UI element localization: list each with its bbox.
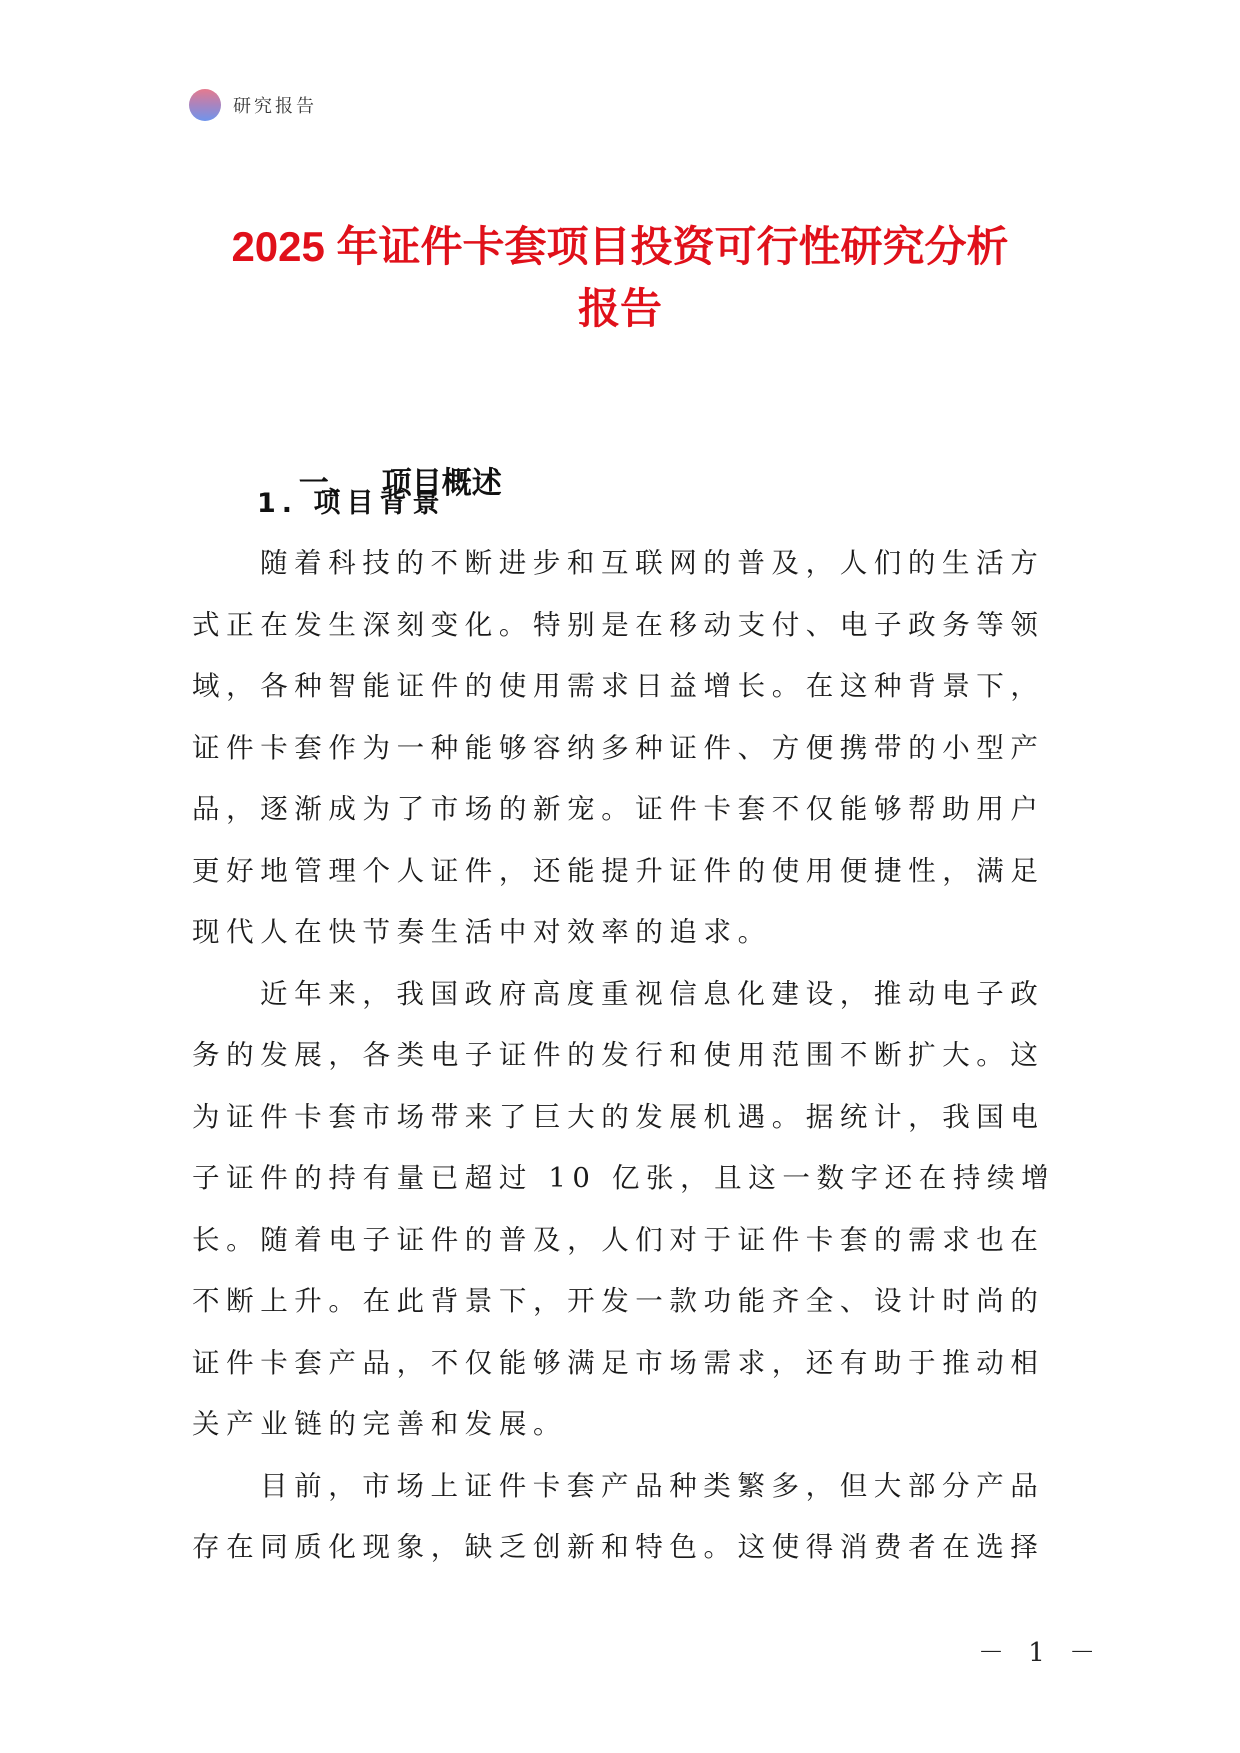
- gradient-circle-icon: [189, 89, 221, 121]
- paragraph: 随着科技的不断进步和互联网的普及，人们的生活方式正在发生深刻变化。特别是在移动支付、电子政务等领域，各种智能证件的使用需求日益增长。在这种背景下，证件卡套作为一种能够容纳多种证件、方便携带的小型产品，逐渐成为了市场的新宠。证件卡套不仅能够帮助用户更好地管理个人证件，还能提升证件的使用便捷性，满足现代人在快节奏生活中对效率的追求。: [192, 547, 1045, 948]
- header-brand: [189, 89, 317, 121]
- subsection-heading: [257, 484, 445, 524]
- paragraph: 目前，市场上证件卡套产品种类繁多，但大部分产品存在同质化现象，缺乏创新和特色。这使得消费者在选择: [192, 1469, 1045, 1563]
- paragraph: 近年来，我国政府高度重视信息化建设，推动电子政务的发展，各类电子证件的发行和使用范围不断扩大。这为证件卡套市场带来了巨大的发展机遇。据统计，我国电子证件的持有量已超过 10 亿张，且这一数字还在持续增长。随着电子证件的普及，人们对于证件卡套的需求也在不断上升。在此背景下，开发一款功能齐全、设计时尚的证件卡套产品，不仅能够满足市场需求，还有助于推动相关产业链的完善和发展。: [192, 977, 1056, 1440]
- document-title-line-2: 报告: [577, 285, 662, 332]
- document-title-line-1: 2025 年证件卡套项目投资可行性研究分析: [231, 223, 1009, 270]
- subsection-number: 1.: [257, 488, 299, 519]
- section-number: 一、: [298, 466, 359, 501]
- section-title: 项目概述: [381, 466, 502, 501]
- page-number: － 1 －: [978, 1638, 1104, 1668]
- header-label: 研究报告: [233, 96, 317, 117]
- body-text: [192, 533, 1062, 1579]
- subsection-title: 项目背景: [313, 488, 446, 519]
- document-title: [0, 216, 1240, 340]
